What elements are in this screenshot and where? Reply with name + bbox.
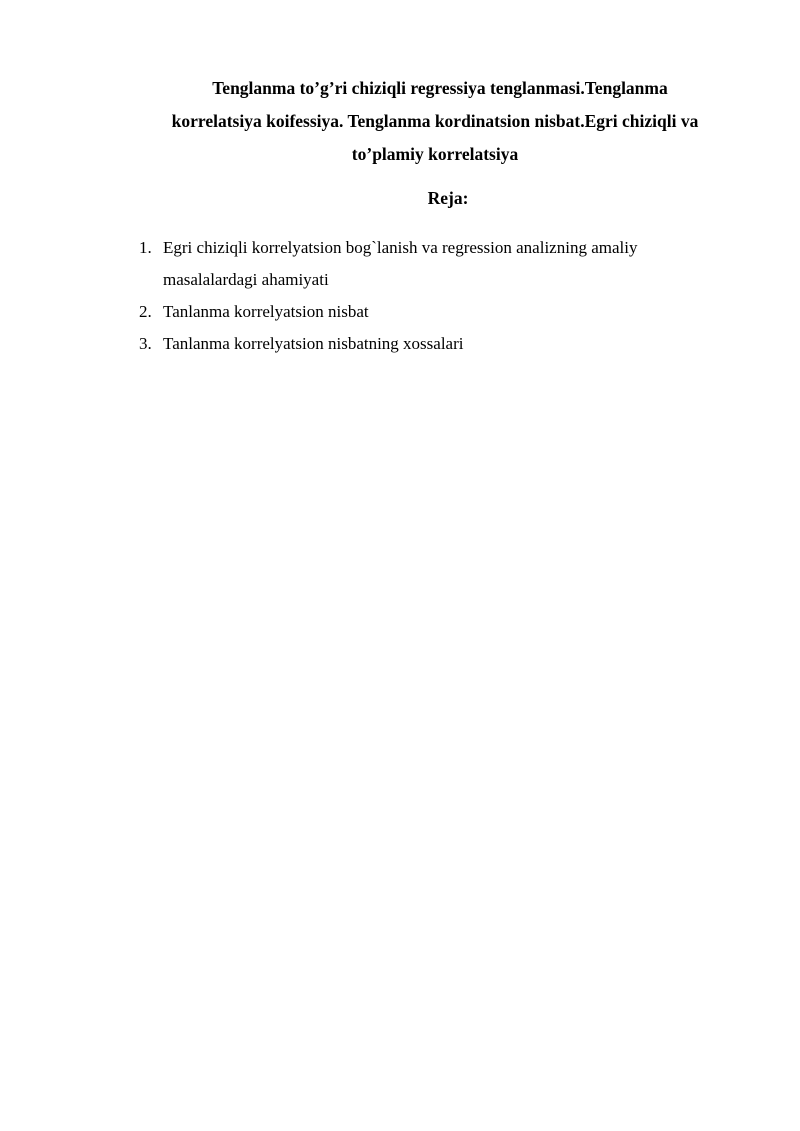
plan-item-text: Tanlanma korrelyatsion nisbatning xossalari <box>163 334 464 353</box>
plan-item-number: 1. <box>139 238 152 257</box>
plan-list <box>139 232 719 360</box>
document-title <box>140 72 730 171</box>
title-line: Tenglanma to’g’ri chiziqli regressiya tenglanmasi.Tenglanma <box>212 78 668 98</box>
plan-item-text: Egri chiziqli korrelyatsion bog`lanish va regression analizning amaliy <box>163 238 638 257</box>
plan-item <box>139 296 719 328</box>
title-line: korrelatsiya koifessiya. Tenglanma kordinatsion nisbat.Egri chiziqli va <box>171 111 699 131</box>
title-line: to’plamiy korrelatsiya <box>351 144 519 164</box>
plan-item <box>139 232 719 296</box>
plan-item-text: masalalardagi ahamiyati <box>163 270 329 289</box>
plan-item-text: Tanlanma korrelyatsion nisbat <box>163 302 369 321</box>
plan-item-number: 2. <box>139 302 152 321</box>
plan-item-number: 3. <box>139 334 152 353</box>
plan-heading: Reja: <box>427 188 469 208</box>
plan-item <box>139 328 719 360</box>
